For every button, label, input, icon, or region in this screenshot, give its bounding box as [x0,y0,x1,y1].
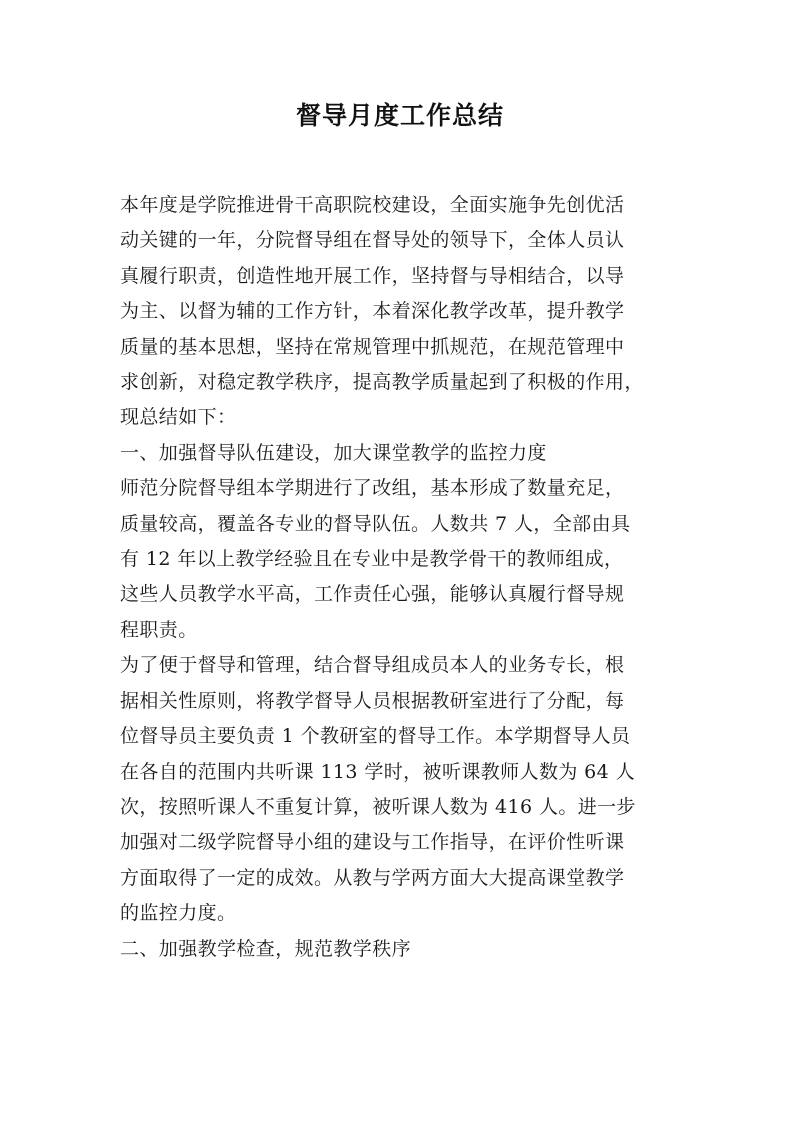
body-line: 动关键的一年，分院督导组在督导处的领导下，全体人员认 [120,229,625,252]
section-heading-1: 一、加强督导队伍建设，加大课堂教学的监控力度 [120,441,547,464]
body-line: 位督导员主要负责 1 个教研室的督导工作。本学期督导人员 [120,725,631,748]
body-line: 次，按照听课人不重复计算，被听课人数为 416 人。进一步 [120,795,636,818]
document-body [120,188,688,967]
body-line: 这些人员教学水平高，工作责任心强，能够认真履行督导规 [120,583,625,606]
body-line: 为主、以督为辅的工作方针，本着深化教学改革，提升教学 [120,300,625,323]
body-line: 方面取得了一定的成效。从教与学两方面大大提高课堂教学 [120,866,625,889]
body-line: 现总结如下： [120,406,237,429]
body-line: 师范分院督导组本学期进行了改组，基本形成了数量充足， [120,477,625,500]
body-line: 加强对二级学院督导小组的建设与工作指导，在评价性听课 [120,831,625,854]
body-line: 的监控力度。 [120,902,237,925]
body-line: 有 12 年以上教学经验且在专业中是教学骨干的教师组成， [120,548,624,571]
section-heading-2: 二、加强教学检查，规范教学秩序 [120,937,412,960]
body-line: 据相关性原则，将教学督导人员根据教研室进行了分配，每 [120,689,625,712]
body-line: 本年度是学院推进骨干高职院校建设，全面实施争先创优活 [120,194,625,216]
body-line: 质量的基本思想，坚持在常规管理中抓规范，在规范管理中 [120,335,625,358]
body-line: 为了便于督导和管理，结合督导组成员本人的业务专长，根 [120,654,625,677]
body-line: 求创新，对稳定教学秩序，提高教学质量起到了积极的作用， [120,371,644,394]
body-line: 在各自的范围内共听课 113 学时，被听课教师人数为 64 人 [120,760,636,783]
body-line: 真履行职责，创造性地开展工作，坚持督与导相结合，以导 [120,264,625,287]
body-line: 质量较高，覆盖各专业的督导队伍。人数共 7 人，全部由具 [120,512,631,535]
body-line: 程职责。 [120,618,198,641]
document-title: 督导月度工作总结 [295,101,504,130]
